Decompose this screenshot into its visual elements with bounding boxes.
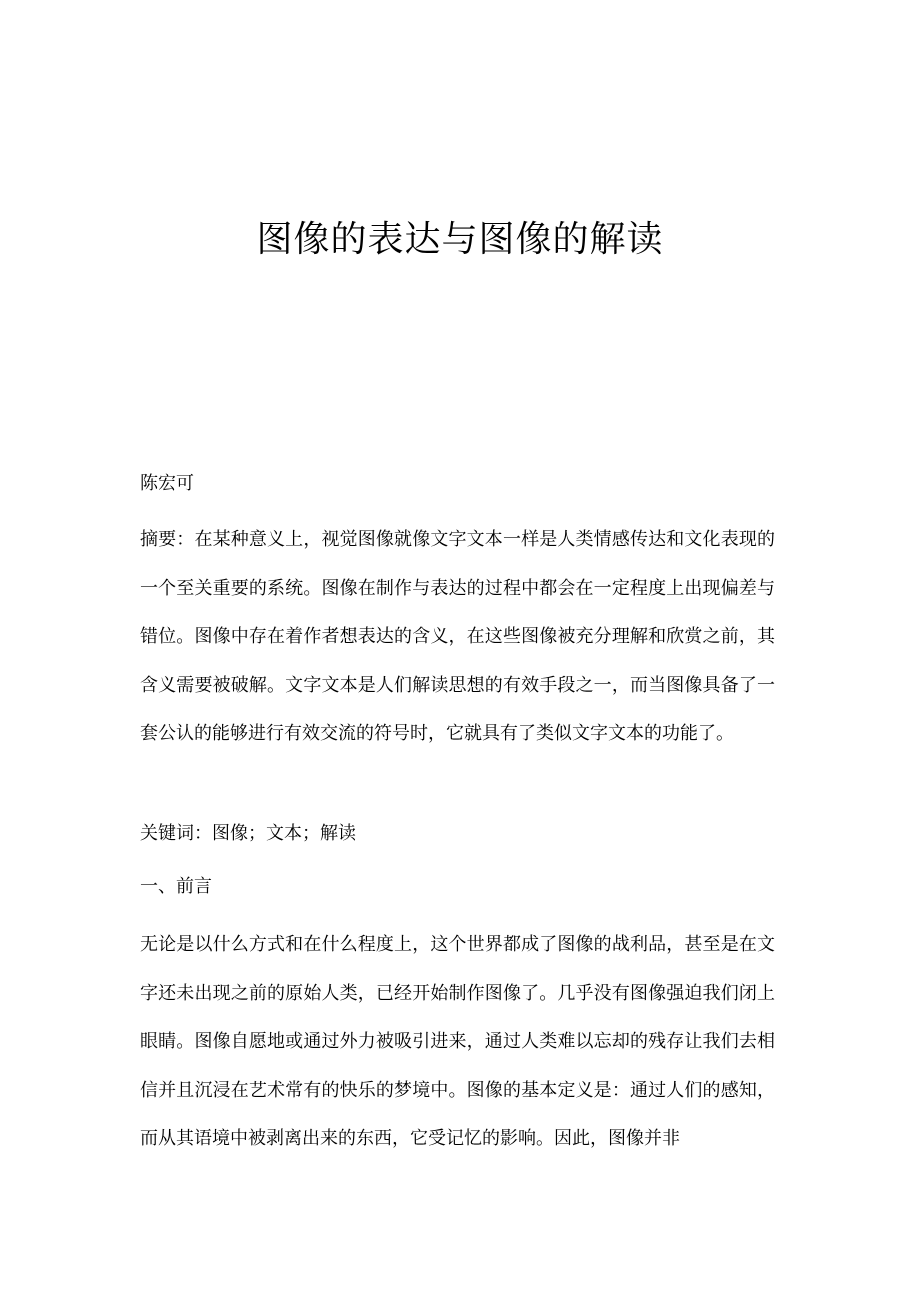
document-title: 图像的表达与图像的解读 (256, 219, 664, 260)
abstract-paragraph: 摘要：在某种意义上，视觉图像就像文字文本一样是人类情感传达和文化表现的一个至关重要的系统。图像在制作与表达的过程中都会在一定程度上出现偏差与错位。图像中存在着作者想表达的含义，在这些图像被充分理解和欣赏之前，其含义需要被破解。文字文本是人们解读思想的有效手段之一，而当图像具备了一套公认的能够进行有效交流的符号时，它就具有了类似文字文本的功能了。 (140, 529, 775, 744)
author-name: 陈宏可 (140, 473, 194, 494)
section-heading: 一、前言 (140, 876, 212, 897)
body-paragraph: 无论是以什么方式和在什么程度上，这个世界都成了图像的战利品，甚至是在文字还未出现之前的原始人类，已经开始制作图像了。几乎没有图像强迫我们闭上眼睛。图像自愿地或通过外力被吸引进来，通过人类难以忘却的残存让我们去相信并且沉浸在艺术常有的快乐的梦境中。图像的基本定义是：通过人们的感知，而从其语境中被剥离出来的东西，它受记忆的影响。因此，图像并非 (140, 934, 775, 1149)
keywords-line: 关键词：图像；文本；解读 (140, 823, 356, 844)
